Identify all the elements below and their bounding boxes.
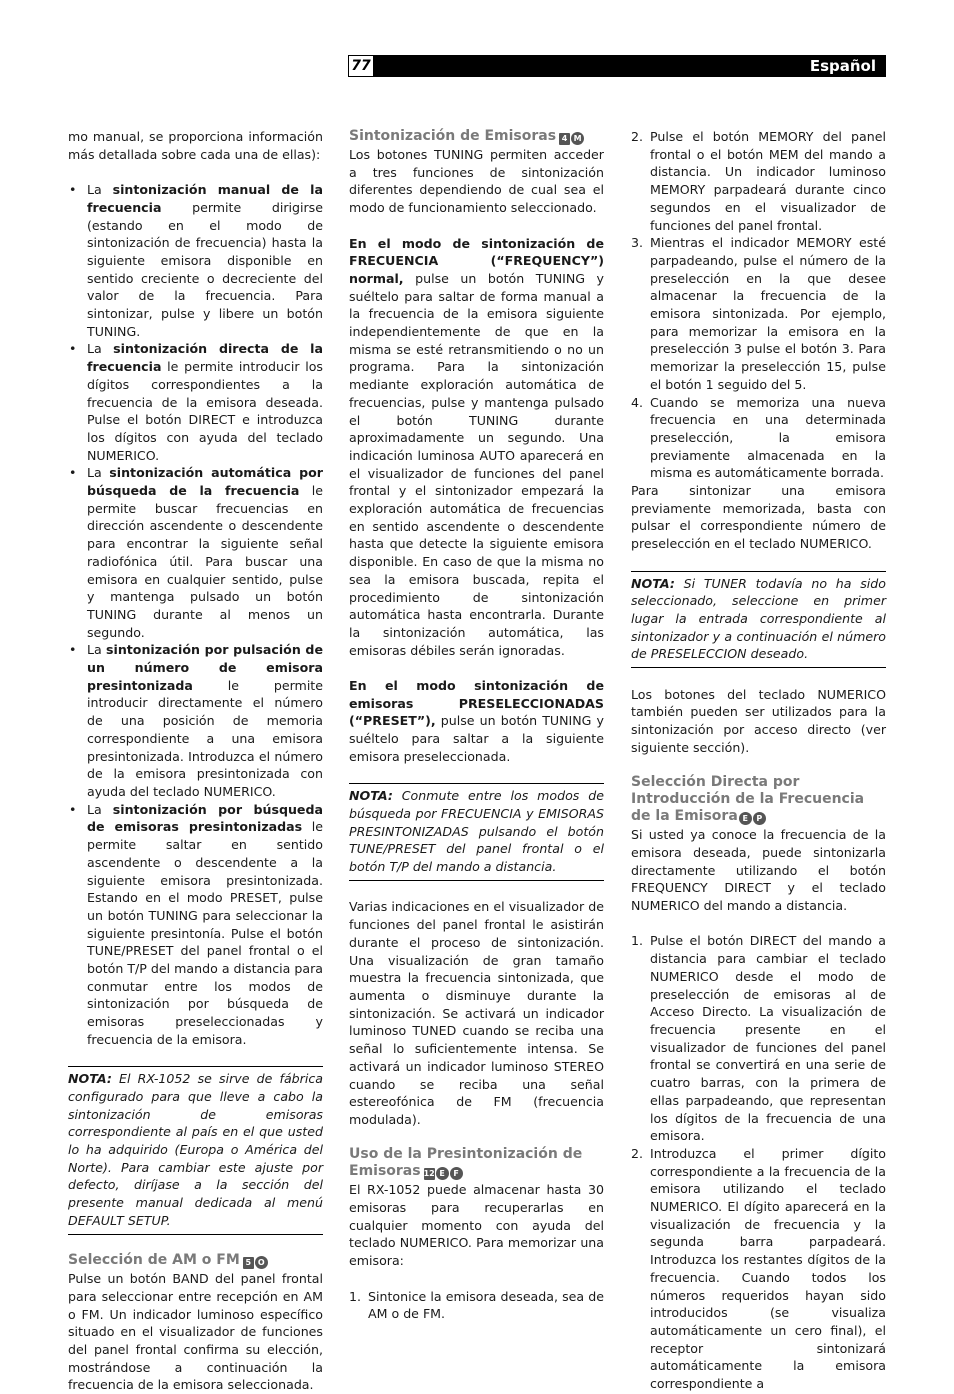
language-label: Español xyxy=(809,57,876,75)
step-number: 1. xyxy=(349,1288,362,1304)
remote-button-icon: E xyxy=(436,1167,449,1180)
paragraph: Los botones TUNING permiten acceder a tres funciones de sintonización diferentes dependiendo de cual sea el modo de funcionamiento seleccionado. xyxy=(349,147,604,216)
bullet-term: sintonización por búsqueda de emisoras presintonizadas xyxy=(87,801,323,835)
list-item xyxy=(68,464,323,641)
remote-button-icon: M xyxy=(571,132,584,145)
step-number: 2. xyxy=(631,129,644,144)
section-paragraph: Pulse un botón BAND del panel frontal para seleccionar entre recepción en AM o FM. Un indicador luminoso específico situado en el visualizador de funciones del panel frontal confirma su elección, mostrándose a continuación la frecuencia de la emisora seleccionada. xyxy=(68,1271,323,1393)
remote-key-icon: 4 xyxy=(559,133,570,145)
heading-text: Selección de AM o FM xyxy=(68,1252,240,1269)
list-item xyxy=(68,181,323,340)
note-label: NOTA: xyxy=(631,575,675,591)
note-box xyxy=(349,783,604,881)
bullet-text: le permite introducir directamente el número de una posición de memoria correspondiente a una emisora presintonizada. Introduzca el número de la emisora presintonizada con ayuda del teclado NUMERICO. xyxy=(87,677,323,799)
section-heading xyxy=(349,1146,604,1181)
paragraph: Si usted ya conoce la frecuencia de la emisora deseada, puede sintonizarla directamente utilizando el botón FREQUENCY DIRECT y el teclado NUMERICO del mando a distancia. xyxy=(631,827,886,914)
remote-button-icon: E xyxy=(739,812,752,825)
heading-text: Uso de la Presintonización de Emisoras xyxy=(349,1146,583,1180)
note-box xyxy=(68,1066,323,1234)
list-item xyxy=(631,1145,886,1393)
steps-list xyxy=(631,128,886,482)
list-item xyxy=(631,394,886,483)
list-item xyxy=(631,932,886,1144)
paragraph: Para sintonizar una emisora previamente memorizada, basta con pulsar el correspondiente número de preselección en el teclado NUMERICO. xyxy=(631,483,886,552)
step-text: Mientras el indicador MEMORY esté parpadeando, pulse el número de la preselección en la que desee almacenar la frecuencia de la emisora sintonizada. Por ejemplo, para memorizar la emisora en la preselección 3 pulse el botón 3. Para memorizar la preselección 15, pulse el botón 1 seguido del 5. xyxy=(650,235,886,392)
bold-lead: En el modo sintonización de emisoras PRESELECCIONADAS (“PRESET”), xyxy=(349,678,604,729)
paragraph: Los botones del teclado NUMERICO también pueden ser utilizados para la sintonización por acceso directo (ver siguiente sección). xyxy=(631,686,886,755)
note-label: NOTA: xyxy=(349,788,393,804)
remote-key-icon: 12 xyxy=(423,1169,435,1179)
bullet-prefix: La xyxy=(87,642,106,658)
remote-button-icon: F xyxy=(450,1167,463,1180)
bullet-prefix: La xyxy=(87,341,114,357)
bullet-prefix: La xyxy=(87,801,113,817)
note-box xyxy=(631,571,886,669)
column-2 xyxy=(349,128,604,1323)
bullet-text: le permite buscar frecuencias en dirección ascendente o descendente para encontrar la siguiente señal radiofónica útil. Para buscar una emisora en cualquier sentido, pulse y mantenga pulsado un botón TUNING durante al menos un segundo. xyxy=(87,483,323,640)
remote-key-icon: 5 xyxy=(243,1257,254,1269)
steps-list xyxy=(349,1288,604,1323)
paragraph-text: pulse un botón TUNING y suéltelo para saltar de forma manual a la frecuencia de la emisora siguiente independientemente de que en la misma se esté retransmitiendo o no un programa. Para la sintonización mediante exploración automática de frecuencias, pulse y mantenga pulsado el botón TUNING durante aproximadamente un segundo. Una indicación luminosa AUTO aparecerá en el visualizador de funciones del panel frontal y el sintonizador empezará la exploración automática de frecuencias en sentido ascendente o descendente hasta que detecte la siguiente emisora disponible. En caso de que la misma no sea la emisora buscada, repita el procedimiento de sintonización automática hasta encontrarla. Durante la sintonización automática, las emisoras débiles serán ignoradas. xyxy=(349,270,604,658)
bold-lead: En el modo de sintonización de FRECUENCIA (“FREQUENCY”) normal, xyxy=(349,235,604,286)
bullet-term: sintonización automática por búsqueda de la frecuencia xyxy=(87,465,323,499)
page-number: 77 xyxy=(348,55,374,77)
bullet-prefix: La xyxy=(87,182,113,198)
bullet-text: le permite introducir los dígitos correspondientes a la frecuencia de la emisora deseada. Pulse el botón DIRECT e introduzca los dígitos con ayuda del teclado NUMERICO. xyxy=(87,359,323,463)
paragraph: Varias indicaciones en el visualizador de funciones del panel frontal le asistirán durante el proceso de sintonización. Una visualización de gran tamaño muestra la frecuencia sintonizada, que aumenta o disminuye durante la sintonización. Se activará un indicador luminoso TUNED cuando se reciba una señal lo suficientemente intensa. Se activará un indicador luminoso STEREO cuando se reciba una señal estereofónica de FM (frecuencia modulada). xyxy=(349,899,604,1127)
section-heading xyxy=(68,1252,323,1270)
step-text: Introduzca el primer dígito correspondiente a la frecuencia de la emisora utilizando el teclado NUMERICO. El dígito aparecerá en la visualización de frecuencia y la segunda barra parpadeará. Introduzca los restantes dígitos de la frecuencia. Cuando todos los números requeridos hayan sido introducidos (se visualiza automáticamente un cero final), el receptor sintonizará automáticamente la emisora correspondiente a xyxy=(650,1145,886,1392)
paragraph xyxy=(349,677,604,766)
step-number: 2. xyxy=(631,1145,644,1161)
page-header xyxy=(348,55,886,77)
section-heading xyxy=(631,774,886,826)
list-item xyxy=(631,234,886,393)
bullet-term: sintonización directa de la frecuencia xyxy=(87,341,323,375)
heading-text: Sintonización de Emisoras xyxy=(349,128,557,144)
note-label: NOTA: xyxy=(68,1071,112,1087)
column-1 xyxy=(68,128,323,1394)
intro-paragraph: mo manual, se proporciona información más detallada sobre cada una de ellas): xyxy=(68,129,323,162)
list-item xyxy=(349,1288,604,1323)
steps-list xyxy=(631,932,886,1392)
step-text: Pulse el botón MEMORY del panel frontal o el botón MEM del mando a distancia. Un indicador luminoso MEMORY parpadeará durante cinco segundos en el visualizador de funciones del panel frontal. xyxy=(650,129,886,233)
paragraph: El RX-1052 puede almacenar hasta 30 emisoras para recuperarlas en cualquier momento con ayuda del teclado NUMERICO. Para memorizar una emisora: xyxy=(349,1182,604,1269)
step-number: 3. xyxy=(631,235,644,251)
bullet-prefix: La xyxy=(87,465,110,481)
list-item xyxy=(68,340,323,464)
bullet-term: sintonización manual de la frecuencia xyxy=(87,182,323,215)
tuning-modes-list xyxy=(68,181,323,1048)
note-text: Conmute entre los modos de búsqueda por FRECUENCIA y EMISORAS PRESINTONIZADAS pulsando el botón TUNE/PRESET del panel frontal o el botón T/P del mando a distancia. xyxy=(349,788,604,875)
list-item xyxy=(631,128,886,234)
paragraph xyxy=(349,235,604,660)
bullet-term: sintonización por pulsación de un número de emisora presintonizada xyxy=(87,642,323,693)
bullet-text: le permite saltar en sentido ascendente o descendente a la siguiente emisora presintonizada. Estando en el modo PRESET, pulse un botón TUNING para seleccionar la siguiente presintonía. Pulse el botón TUNE/PRESET del panel frontal o el botón T/P del mando a distancia para conmutar entre los modos de sintonización por búsqueda de emisoras preseleccionadas y frecuencia de la emisora. xyxy=(87,819,323,1047)
list-item xyxy=(68,801,323,1049)
list-item xyxy=(68,641,323,800)
section-heading xyxy=(349,128,604,146)
note-text: El RX-1052 se sirve de fábrica configurado para que lleve a cabo la sintonización de emisoras correspondiente al país en el que usted lo ha adquirido (Europa o América del Norte). Para cambiar este ajuste por defecto, diríjase a la sección del presente manual dedicada al menú DEFAULT SETUP. xyxy=(68,1071,323,1228)
step-text: Cuando se memoriza una nueva frecuencia en una determinada preselección, la emisora previamente almacenada en la misma es automáticamente borrada. xyxy=(650,394,886,481)
step-number: 4. xyxy=(631,394,644,410)
remote-button-icon: P xyxy=(753,812,766,825)
step-text: Pulse el botón DIRECT del mando a distancia para cambiar el teclado NUMERICO desde el modo de preselección de emisoras al de Acceso Directo. La visualización de frecuencia presente en el visualizador de funciones del panel frontal se convertirá en una serie de cuatro barras, con la primera de ellas parpadeando, que representan los dígitos de la frecuencia de una emisora. xyxy=(650,933,886,1144)
bullet-text: permite dirigirse (estando en el modo de sintonización de frecuencia) hasta la siguiente emisora disponible en sentido creciente o decreciente del valor de la frecuencia. Para sintonizar, pulse y libere un botón TUNING. xyxy=(87,199,323,339)
step-number: 1. xyxy=(631,933,644,949)
step-text: Sintonice la emisora deseada, sea de AM o de FM. xyxy=(368,1288,604,1322)
paragraph-text: pulse un botón TUNING y suéltelo para saltar a la siguiente emisora preseleccionada. xyxy=(349,713,604,764)
note-text: Si TUNER todavía no ha sido seleccionado, seleccione en primer lugar la entrada correspondiente al sintonizador y a continuación el número de PRESELECCION deseado. xyxy=(631,575,886,662)
remote-button-icon: O xyxy=(255,1256,268,1269)
column-3 xyxy=(631,128,886,1393)
heading-text: Selección Directa por Introducción de la Frecuencia de la Emisora xyxy=(631,774,865,825)
